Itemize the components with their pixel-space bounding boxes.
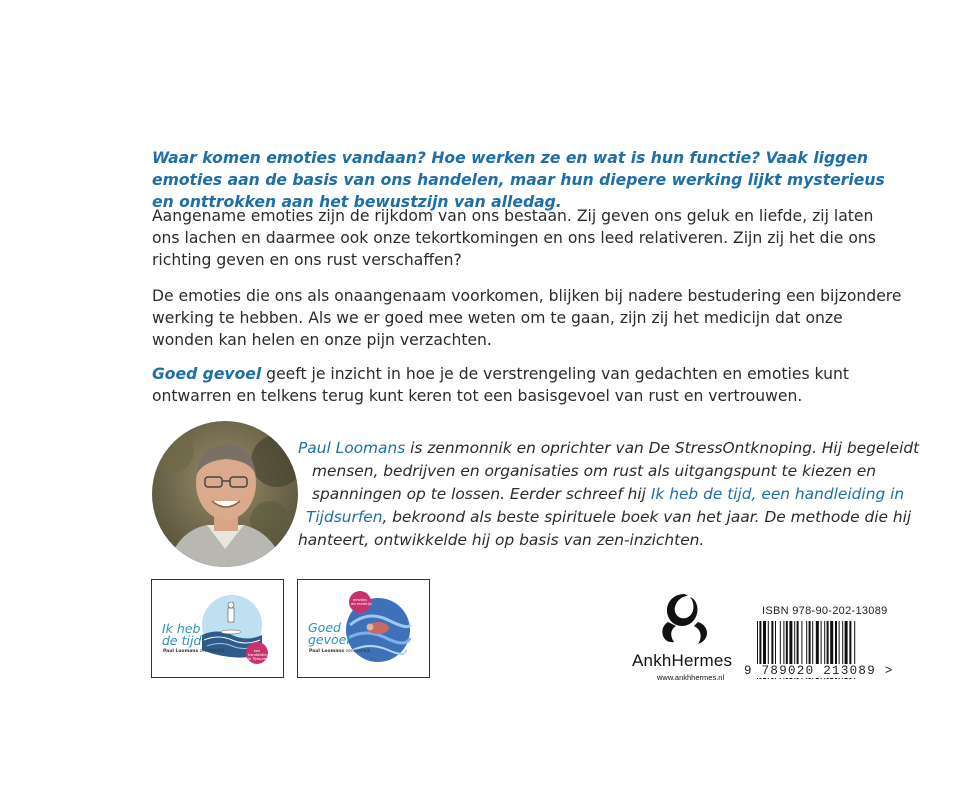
- bio-line-3: spanningen op te lossen. Eerder schreef hij Ik heb de tijd, een handleiding in: [312, 485, 905, 503]
- body-paragraph-1: Aangename emoties zijn de rijkdom van ons bestaan. Zij geven ons geluk en liefde, zij laten ons lachen en daarmee ook onze tekortkomingen en ons leed relativeren. Zijn zij het die ons richting geven en ons rust verschaffen?: [152, 207, 876, 269]
- cover-1-badge: een handleiding in Tijdsurfen: [248, 649, 270, 661]
- author-portrait: [152, 421, 298, 567]
- cover-2-badge: emoties als medicijn: [351, 598, 372, 606]
- publisher-url: www.ankhhermes.nl: [657, 673, 725, 682]
- cover-2-title-line-1: Goed: [308, 620, 341, 635]
- cover-1-title-line-1: Ik heb: [162, 621, 201, 636]
- author-name: Paul Loomans: [298, 439, 406, 457]
- previous-book-title: Ik heb de tijd, een handleiding in: [650, 485, 905, 503]
- book-cover-goed-gevoel: Goed gevoel Paul Loomans zenmonnik emoties als medicijn: [297, 579, 430, 678]
- isbn-digits: 9 789020 213089 >: [744, 664, 894, 678]
- body-paragraph-2: De emoties die ons als onaangenaam voorkomen, blijken bij nadere bestudering een bijzondere werking te hebben. Als we er goed mee weten om te gaan, zijn zij het medicijn dat onze wonden kan helen en onze pijn verzachten.: [152, 287, 902, 349]
- bio-line-2: mensen, bedrijven en organisaties om rust als uitgangspunt te kiezen en: [312, 462, 877, 480]
- body-paragraph-3: [152, 363, 902, 407]
- lead-paragraph: Waar komen emoties vandaan? Hoe werken ze en wat is hun functie? Vaak liggen emoties aan de basis van ons handelen, maar hun diepere werking lijkt mysterieus en onttrokken aan het bewustzijn van alledag.: [152, 149, 885, 211]
- paragraph-3-text: geeft je inzicht in hoe je de verstrengeling van gedachten en emoties kunt ontwarren en telkens terug kunt keren tot een basisgevoel van rust en vertrouwen.: [152, 365, 849, 405]
- bio-line-1: Paul Loomans is zenmonnik en oprichter van De StressOntknoping. Hij begeleidt: [298, 439, 920, 457]
- bio-line-5: hanteert, ontwikkelde hij op basis van zen-inzichten.: [298, 531, 705, 549]
- bio-line-4: Tijdsurfen, bekroond als beste spirituele boek van het jaar. De methode die hij: [306, 508, 912, 526]
- cover-2-title-line-2: gevoel: [308, 632, 350, 647]
- isbn-label: ISBN 978-90-202-13089: [762, 605, 888, 617]
- cover-1-title-line-2: de tijd: [162, 633, 202, 648]
- book-title-highlight: Goed gevoel: [152, 365, 262, 383]
- author-bio: [298, 437, 920, 552]
- book-cover-ik-heb-de-tijd: Ik heb de tijd Paul Loomans zenmonnik een handleiding in Tijdsurfen: [151, 579, 284, 678]
- publisher-name: AnkhHermes: [632, 651, 733, 670]
